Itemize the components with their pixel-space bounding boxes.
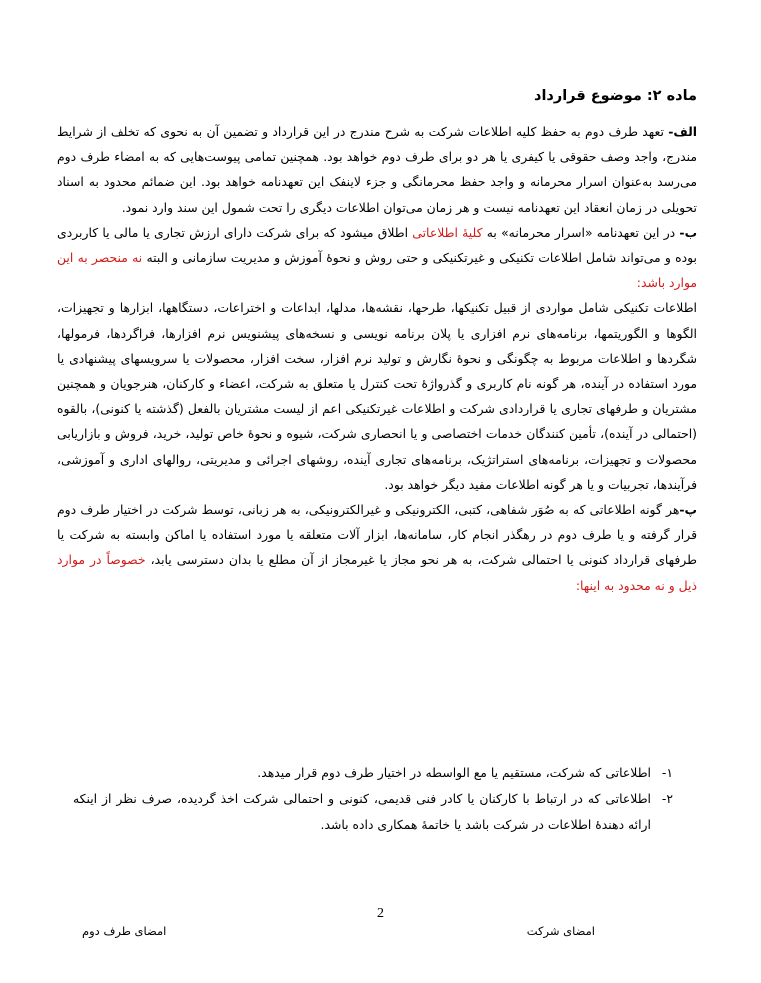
- paragraph-be-highlight-1: کلیهٔ اطلاعاتی: [412, 224, 483, 240]
- page-number: 2: [377, 906, 384, 921]
- paragraph-alef: [57, 119, 697, 220]
- paragraph-pe-label: پ-: [679, 502, 697, 518]
- paragraph-be-text-2: اطلاق میشود که برای شرکت دارای ارزش تجاری یا مالی یا کاربردی بوده و می‌تواند شامل اطلاعات تکنیکی و غیرتکنیکی و حتی روش و نحوهٔ آموزش و مدیریت سازمانی و البته: [57, 224, 698, 266]
- list-item: [73, 786, 673, 838]
- section-heading: ماده ۲: موضوع قرارداد: [534, 88, 697, 104]
- paragraph-pe-text: هر گونه اطلاعاتی که به صُوَر شفاهی، کتبی، الکترونیکی و غیرالکترونیکی، به هر زبانی، توسط شرکت در اختیار طرف دوم قرار گرفته و یا طرف دوم در رهگذر انجام کار، سامانه‌ها، ابزار آلات متعلقه یا مورد استفاده یا اماکن وابسته به شرکت یا طرفهای قرارداد کنونی یا احتمالی شرکت، به هر نحو مجاز یا غیرمجاز از آن مطلع یا بدان دسترسی یابد،: [57, 502, 697, 568]
- document-body: [57, 119, 697, 598]
- paragraph-alef-text: تعهد طرف دوم به حفظ کلیه اطلاعات شرکت به شرح مندرج در این قرارداد و تضمین آن به نحوی که تخلف از شرایط مندرج، واجد وصف حقوقی یا کیفری یا هر دو برای طرف دوم خواهد بود. همچنین تمامی پیوست‌هایی که به امضاء طرف دوم می‌رسد به‌عنوان اسرار محرمانه و واجد حفظ محرمانگی و جزء لاینفک این تعهدنامه خواهد بود. این ضمائم محدود به اسناد تحویلی در زمان انعقاد این تعهدنامه نیست و هر زمان می‌توان اطلاعات دیگری را تحت شمول این سند وارد نمود.: [57, 124, 697, 215]
- company-signature-label: امضای شرکت: [526, 924, 595, 938]
- paragraph-be: [57, 220, 697, 296]
- paragraph-be-highlight-2: نه منحصر به این موارد باشد:: [57, 250, 697, 291]
- paragraph-be-label: ب-: [679, 224, 698, 240]
- second-party-signature-label: امضای طرف دوم: [82, 924, 167, 938]
- paragraph-pe-highlight: خصوصاً در موارد ذیل و نه محدود به اینها:: [57, 552, 697, 593]
- paragraph-technical: اطلاعات تکنیکی شامل مواردی از قبیل تکنیکها، طرحها، نقشه‌ها، مدلها، ابداعات و اختراعات، دستگاهها، ابزارها و تجهیزات، الگوها و الگوریتمها، برنامه‌های نرم افزاری یا پلان برنامه نویسی و نسخه‌های پیشنویس نرم افزارها، فراگردها، فرمولها، شگردها و اطلاعات مربوط به چگونگی و نحوهٔ نگارش و تولید نرم افزار، سخت افزار، محصولات یا سرویسهای پیشنهادی یا مورد استفاده در آینده، هر گونه نام کاربری و گذرواژهٔ تحت کنترل یا متعلق به شرکت، اعضاء و کارکنان، هنرجویان و همچنین مشتریان و طرفهای تجاری یا قراردادی شرکت و اطلاعات غیرتکنیکی اعم از لیست مشتریان بالفعل (گذشته یا کنونی)، بالقوه (احتمالی در آینده)، تأمین کنندگان خدمات اختصاصی و یا انحصاری شرکت، شیوه و نحوهٔ خاص تولید، خرید، فروش و بازاریابی محصولات و تجهیزات، برنامه‌های استراتژیک، برنامه‌های تجاری آینده، روشهای اجرائی و مدیریتی، روالهای اداری و آموزشی، فرآیندها، تجربیات و یا هر گونه اطلاعات مفید دیگر خواهد بود.: [57, 300, 697, 492]
- list-item-number: ۲-: [661, 791, 673, 806]
- list-item-text: اطلاعاتی که در ارتباط با کارکنان یا کادر فنی قدیمی، کنونی و احتمالی شرکت اخذ گردیده، صرف نظر از اینکه ارائه دهندهٔ اطلاعات در شرکت باشد یا خاتمهٔ همکاری داده باشد.: [73, 791, 651, 832]
- list-item: [73, 760, 673, 786]
- numbered-list: [73, 760, 673, 838]
- list-item-text: اطلاعاتی که شرکت، مستقیم یا مع الواسطه در اختیار طرف دوم قرار میدهد.: [257, 765, 651, 780]
- paragraph-be-text-1: در این تعهدنامه «اسرار محرمانه» به: [482, 224, 680, 240]
- paragraph-alef-label: الف-: [668, 124, 697, 139]
- paragraph-pe: [57, 497, 697, 598]
- list-item-number: ۱-: [661, 765, 673, 780]
